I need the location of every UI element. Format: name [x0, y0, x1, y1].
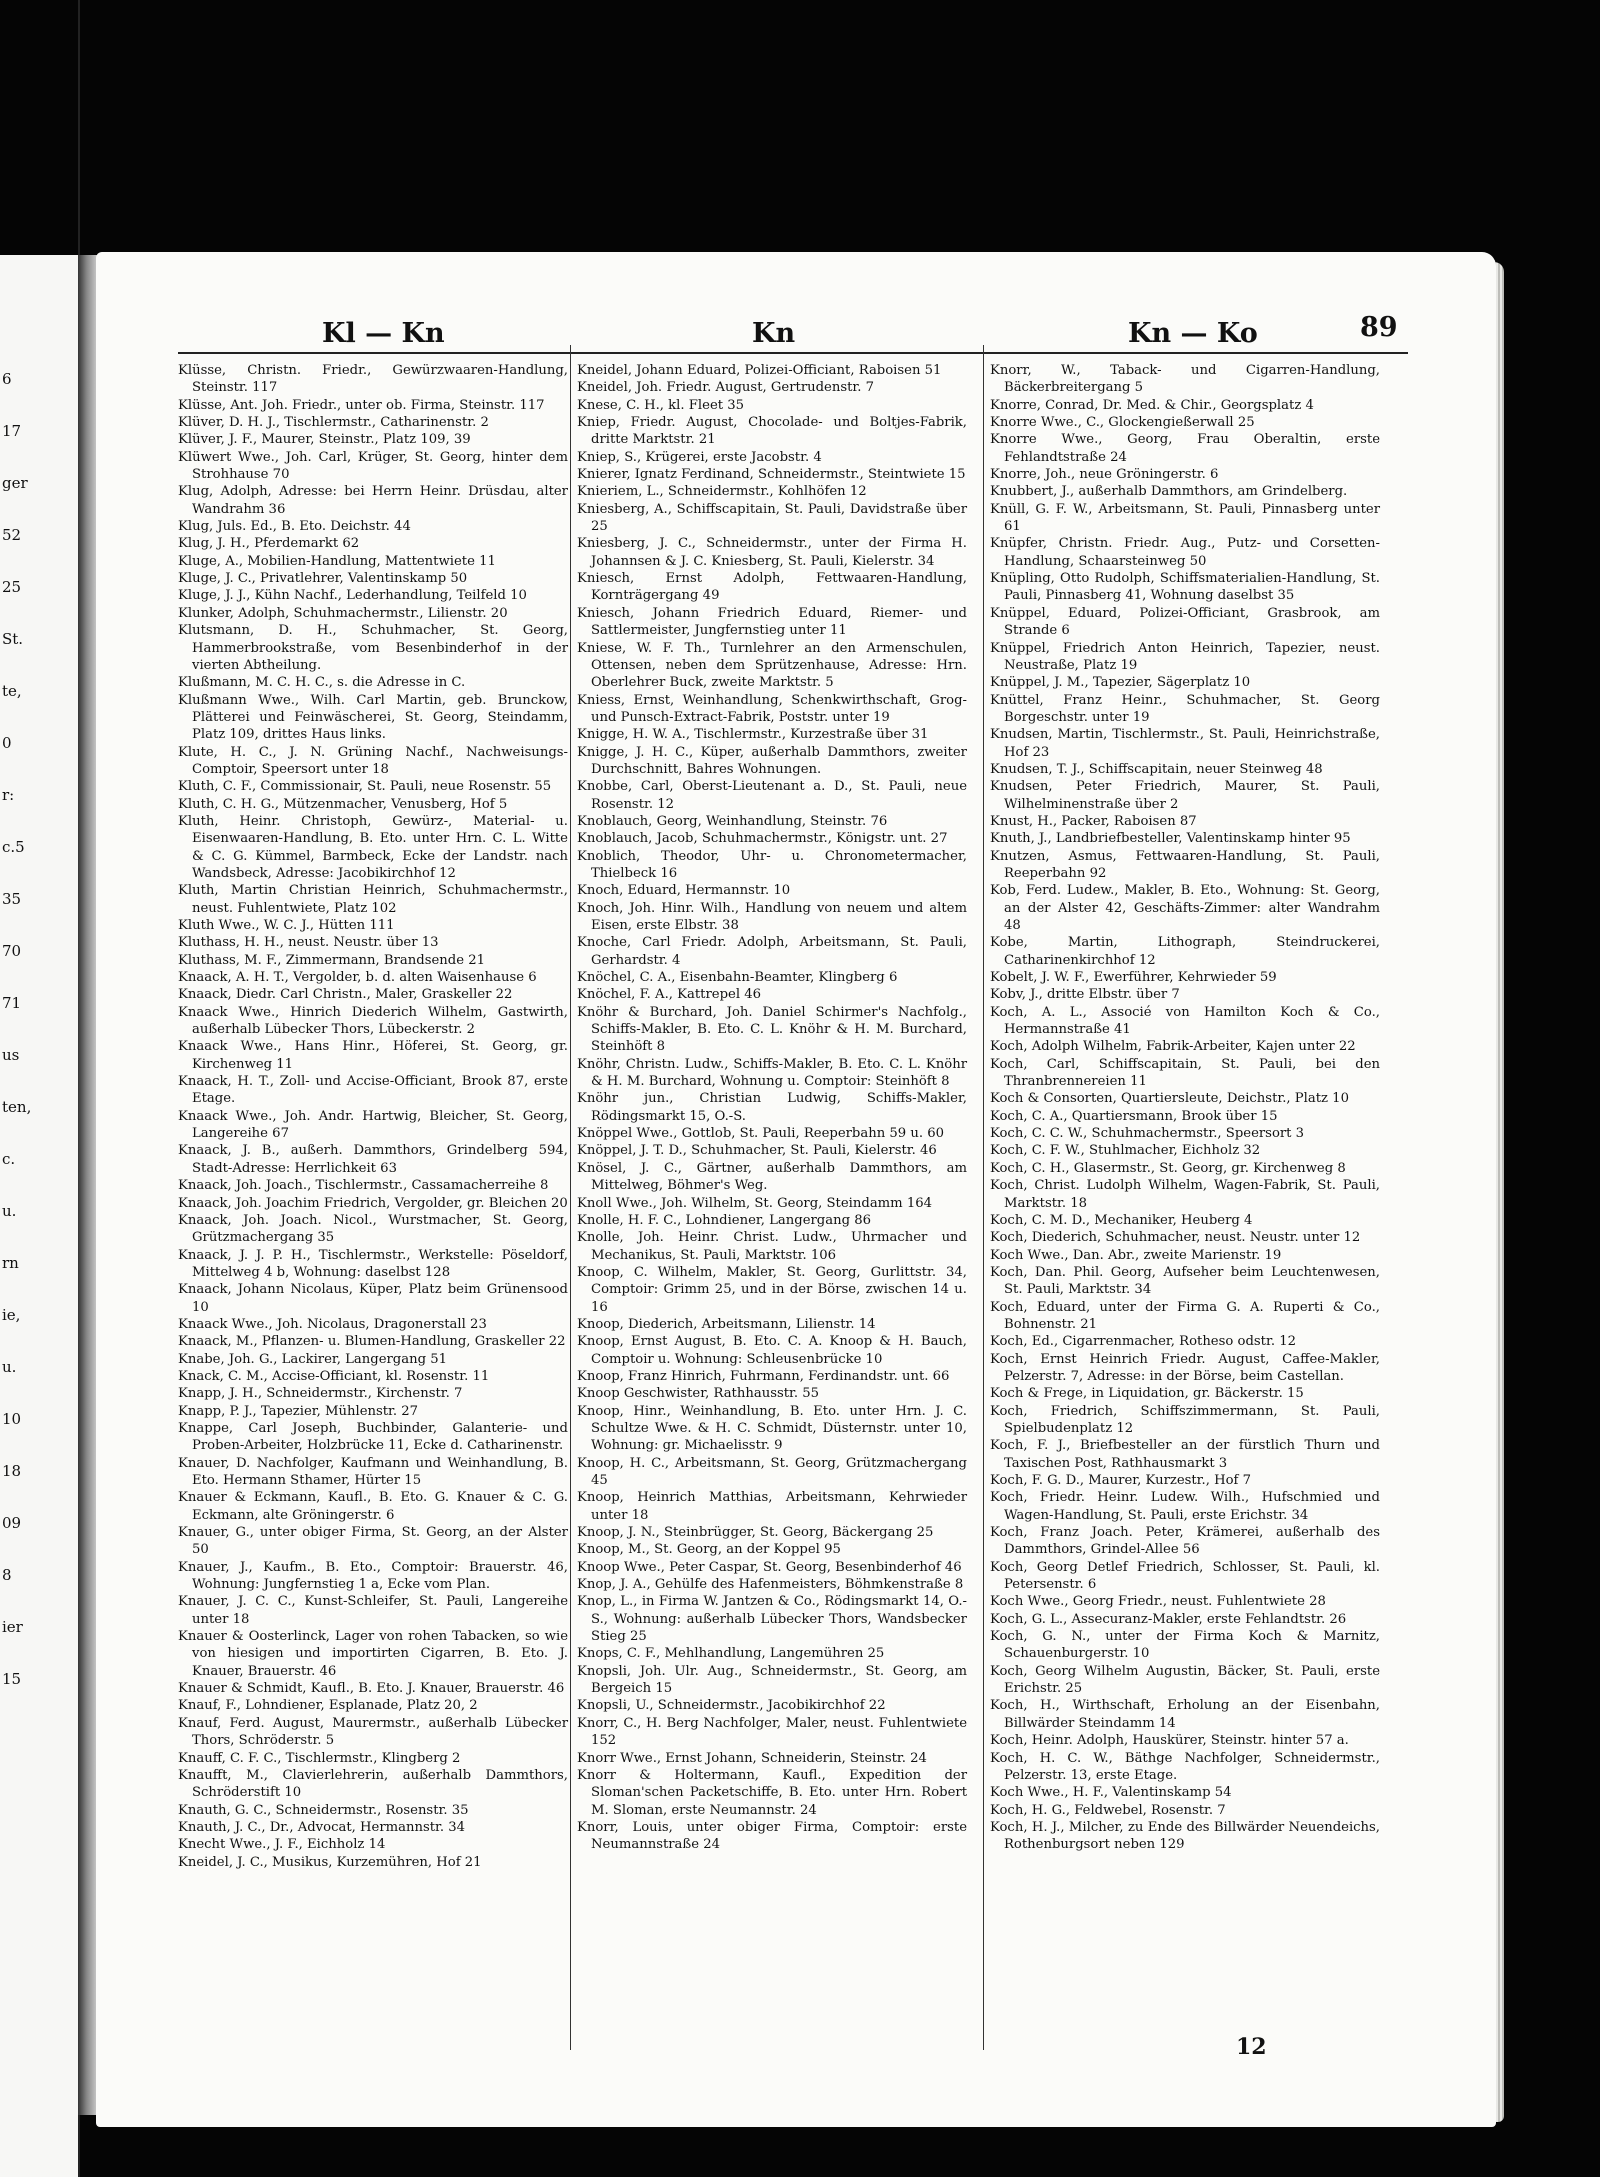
directory-entry: Knüll, G. F. W., Arbeitsmann, St. Pauli, Pinnasberg unter 61: [990, 501, 1380, 535]
directory-entry: Koch, Adolph Wilhelm, Fabrik-Arbeiter, Kajen unter 22: [990, 1039, 1356, 1055]
directory-entry: Knorr, Louis, unter obiger Firma, Comptoir: erste Neumannstraße 24: [577, 1819, 967, 1853]
facing-page-fragment-text: 09: [2, 1514, 22, 1532]
directory-entry: Koch, Eduard, unter der Firma G. A. Ruperti & Co., Bohnenstr. 21: [990, 1299, 1380, 1332]
directory-entry: Kobelt, J. W. F., Ewerführer, Kehrwieder 59: [990, 970, 1277, 986]
directory-entry: Knigge, J. H. C., Küper, außerhalb Dammthors, zweiter Durchschnitt, Bahres Wohnungen.: [577, 744, 967, 777]
directory-entry: Koch, Dan. Phil. Georg, Aufseher beim Leuchtenwesen, St. Pauli, Marktstr. 34: [990, 1264, 1380, 1298]
directory-entry: Kniep, Friedr. August, Chocolade- und Boltjes-Fabrik, dritte Marktstr. 21: [577, 415, 967, 448]
directory-entry: Knorr, W., Taback- und Cigarren-Handlung, Bäckerbreitergang 5: [990, 363, 1380, 396]
directory-entry: Knust, H., Packer, Raboisen 87: [990, 813, 1197, 829]
directory-entry: Knorre Wwe., Georg, Frau Oberaltin, erste Fehlandtstraße 24: [990, 432, 1380, 465]
facing-page-fragment-text: 8: [2, 1566, 12, 1584]
directory-entry: Knaack, J. B., außerh. Dammthors, Grindelberg 594, Stadt-Adresse: Herrlichkeit 63: [178, 1143, 568, 1176]
directory-entry: Knoch, Joh. Hinr. Wilh., Handlung von neuem und altem Eisen, erste Elbstr. 38: [577, 900, 967, 933]
directory-entry: Knaack Wwe., Hans Hinr., Höferei, St. Georg, gr. Kirchenweg 11: [178, 1039, 568, 1072]
column-1: [178, 362, 568, 1871]
directory-entry: Knolle, H. F. C., Lohndiener, Langergang 86: [577, 1212, 872, 1228]
directory-entry: Knudsen, Peter Friedrich, Maurer, St. Pauli, Wilhelminenstraße über 2: [990, 779, 1380, 812]
directory-entry: Koch, H., Wirthschaft, Erholung an der Eisenbahn, Billwärder Steindamm 14: [990, 1698, 1380, 1731]
directory-entry: Knauf, F., Lohndiener, Esplanade, Platz 20, 2: [178, 1698, 478, 1714]
directory-entry: Knöchel, C. A., Eisenbahn-Beamter, Klingberg 6: [577, 970, 898, 986]
facing-page-fragment-text: rn: [2, 1254, 19, 1272]
directory-entry: Koch, Ernst Heinrich Friedr. August, Caffee-Makler, Pelzerstr. 7, Adresse: in der Börse, beim Castellan.: [990, 1351, 1380, 1384]
directory-entry: Koch, Christ. Ludolph Wilhelm, Wagen-Fabrik, St. Pauli, Marktstr. 18: [990, 1178, 1380, 1211]
directory-entry: Knaack, Joh. Joachim Friedrich, Vergolder, gr. Bleichen 20: [178, 1195, 568, 1211]
directory-entry: Knoop, H. C., Arbeitsmann, St. Georg, Grützmachergang 45: [577, 1455, 967, 1488]
directory-entry: Klute, H. C., J. N. Grüning Nachf., Nachweisungs-Comptoir, Speersort unter 18: [178, 744, 568, 777]
directory-entry: Knuth, J., Landbriefbesteller, Valentinskamp hinter 95: [990, 831, 1351, 847]
directory-entry: Koch, F. G. D., Maurer, Kurzestr., Hof 7: [990, 1473, 1252, 1488]
facing-page-fragment-text: 10: [2, 1410, 22, 1428]
directory-entry: Knaack, Johann Nicolaus, Küper, Platz beim Grünensood 10: [178, 1282, 568, 1315]
directory-entry: Knöppel Wwe., Gottlob, St. Pauli, Reeperbahn 59 u. 60: [577, 1126, 945, 1142]
directory-entry: Knierer, Ignatz Ferdinand, Schneidermstr., Steintwiete 15: [577, 467, 966, 483]
directory-entry: Knobbe, Carl, Oberst-Lieutenant a. D., St. Pauli, neue Rosenstr. 12: [577, 779, 967, 812]
directory-entry: Kluge, A., Mobilien-Handlung, Mattentwiete 11: [178, 553, 496, 569]
directory-entry: Kluth Wwe., W. C. J., Hütten 111: [178, 918, 395, 933]
directory-entry: Knaack, J. J. P. H., Tischlermstr., Werkstelle: Pöseldorf, Mittelweg 4 b, Wohnung: daselbst 128: [178, 1247, 568, 1280]
directory-entry: Koch, G. L., Assecuranz-Makler, erste Fehlandtstr. 26: [990, 1611, 1347, 1627]
directory-entry: Knöchel, F. A., Kattrepel 46: [577, 987, 762, 1003]
directory-entry: Knösel, J. C., Gärtner, außerhalb Dammthors, am Mittelweg, Böhmer's Weg.: [577, 1160, 967, 1194]
directory-entry: Knaack Wwe., Joh. Andr. Hartwig, Bleicher, St. Georg, Langereihe 67: [178, 1108, 568, 1142]
facing-page-fragment-text: ger: [2, 474, 28, 492]
directory-entry: Knapp, J. H., Schneidermstr., Kirchenstr. 7: [178, 1386, 463, 1402]
directory-entry: Klüver, J. F., Maurer, Steinstr., Platz 109, 39: [178, 432, 471, 448]
directory-entry: Knoblauch, Jacob, Schuhmachermstr., Königstr. unt. 27: [577, 831, 948, 847]
directory-entry: Koch, Diederich, Schuhmacher, neust. Neustr. unter 12: [990, 1230, 1361, 1246]
directory-entry: Knüttel, Franz Heinr., Schuhmacher, St. Georg Borgeschstr. unter 19: [990, 692, 1380, 725]
directory-entry: Koch, H. J., Milcher, zu Ende des Billwärder Neuendeichs, Rothenburgsort neben 129: [990, 1819, 1380, 1853]
directory-entry: Knieriem, L., Schneidermstr., Kohlhöfen 12: [577, 484, 867, 500]
directory-entry: Koch & Frege, in Liquidation, gr. Bäckerstr. 15: [990, 1386, 1304, 1402]
directory-entry: Kniesberg, A., Schiffscapitain, St. Pauli, Davidstraße über 25: [577, 501, 967, 535]
directory-entry: Koch Wwe., H. F., Valentinskamp 54: [990, 1785, 1232, 1801]
directory-entry: Knorr, C., H. Berg Nachfolger, Maler, neust. Fuhlentwiete 152: [577, 1715, 967, 1749]
directory-entry: Knauff, C. F. C., Tischlermstr., Klingberg 2: [178, 1750, 461, 1766]
facing-page-fragment-text: St.: [2, 630, 24, 648]
directory-entry: Knauer, G., unter obiger Firma, St. Georg, an der Alster 50: [178, 1525, 568, 1558]
facing-page-fragment-text: ie,: [2, 1306, 21, 1324]
directory-entry: Knack, C. M., Accise-Officiant, kl. Rosenstr. 11: [178, 1368, 490, 1384]
directory-entry: Koch, Ed., Cigarrenmacher, Rotheso odstr. 12: [990, 1334, 1296, 1350]
directory-entry: Knappe, Carl Joseph, Buchbinder, Galanterie- und Proben-Arbeiter, Holzbrücke 11, Ecke d. Catharinenstr.: [178, 1420, 568, 1454]
directory-entry: Koch & Consorten, Quartiersleute, Deichstr., Platz 10: [990, 1091, 1349, 1107]
facing-page-dark-area: [0, 0, 78, 255]
directory-entry: Kluthass, M. F., Zimmermann, Brandsende 21: [178, 952, 486, 968]
directory-entry: Koch, Friedrich, Schiffszimmermann, St. Pauli, Spielbudenplatz 12: [990, 1403, 1380, 1436]
facing-page-fragment-text: 71: [2, 994, 22, 1012]
facing-page-fragment-text: ten,: [2, 1098, 32, 1116]
directory-entry: Knese, C. H., kl. Fleet 35: [577, 397, 745, 413]
directory-entry: Knutzen, Asmus, Fettwaaren-Handlung, St. Pauli, Reeperbahn 92: [990, 848, 1380, 881]
directory-entry: Koch, C. F. W., Stuhlmacher, Eichholz 32: [990, 1143, 1261, 1159]
directory-entry: Knauer & Schmidt, Kaufl., B. Eto. J. Knauer, Brauerstr. 46: [178, 1681, 565, 1697]
directory-entry: Knoop, J. N., Steinbrügger, St. Georg, Bäckergang 25: [577, 1525, 934, 1541]
directory-entry: Knorre Wwe., C., Glockengießerwall 25: [990, 415, 1255, 431]
directory-entry: Knopsli, U., Schneidermstr., Jacobikirchhof 22: [577, 1698, 886, 1714]
directory-entry: Koch, Georg Wilhelm Augustin, Bäcker, St. Pauli, erste Erichstr. 25: [990, 1663, 1380, 1697]
directory-entry: Kluth, Heinr. Christoph, Gewürz-, Material- u. Eisenwaaren-Handlung, B. Eto. unter Hrn. C. L. Witte & C. G. Kümmel, Barmbeck, Ecke der Landstr. nach Wandsbeck, Adresse: Jacobikirchhof 12: [178, 813, 568, 881]
facing-page-fragment-text: 17: [2, 422, 22, 440]
directory-entry: Knüpfer, Christn. Friedr. Aug., Putz- und Corsetten-Handlung, Schaarsteinweg 50: [990, 536, 1380, 569]
directory-entry: Knaack, Joh. Joach. Nicol., Wurstmacher, St. Georg, Grützmachergang 35: [178, 1212, 568, 1246]
directory-entry: Kluth, C. F., Commissionair, St. Pauli, neue Rosenstr. 55: [178, 779, 552, 795]
directory-entry: Knauer & Eckmann, Kaufl., B. Eto. G. Knauer & C. G. Eckmann, alte Gröningerstr. 6: [178, 1490, 568, 1523]
directory-entry: Knöhr & Burchard, Joh. Daniel Schirmer's Nachfolg., Schiffs-Makler, B. Eto. C. L. Knöhr & H. M. Burchard, Steinhöft 8: [577, 1004, 967, 1055]
column-divider: [983, 345, 984, 2050]
directory-entry: Knolle, Joh. Heinr. Christ. Ludw., Uhrmacher und Mechanikus, St. Pauli, Marktstr. 106: [577, 1230, 967, 1263]
directory-entry: Koch, Franz Joach. Peter, Krämerei, außerhalb des Dammthors, Grindel-Allee 56: [990, 1525, 1380, 1558]
directory-entry: Kobe, Martin, Lithograph, Steindruckerei, Catharinenkirchhof 12: [990, 935, 1380, 968]
directory-entry: Knoop Wwe., Peter Caspar, St. Georg, Besenbinderhof 46: [577, 1559, 962, 1575]
directory-entry: Knauth, J. C., Dr., Advocat, Hermannstr. 34: [178, 1819, 466, 1835]
directory-entry: Kluthass, H. H., neust. Neustr. über 13: [178, 935, 439, 951]
directory-entry: Kob, Ferd. Ludew., Makler, B. Eto., Wohnung: St. Georg, an der Alster 42, Geschäfts-Zimmer: alter Wandrahm 48: [990, 883, 1380, 933]
directory-entry: Klug, Juls. Ed., B. Eto. Deichstr. 44: [178, 519, 411, 535]
directory-entry: Koch Wwe., Dan. Abr., zweite Marienstr. 19: [990, 1247, 1282, 1263]
header-center: Kn: [752, 318, 796, 349]
facing-page-fragment-text: c.5: [2, 838, 25, 856]
directory-entry: Knüpling, Otto Rudolph, Schiffsmaterialien-Handlung, St. Pauli, Pinnasberg 41, Wohnung daselbst 35: [990, 571, 1380, 604]
directory-entry: Knorre, Joh., neue Gröningerstr. 6: [990, 467, 1219, 483]
directory-entry: Knoll Wwe., Joh. Wilhelm, St. Georg, Steindamm 164: [577, 1195, 933, 1211]
directory-entry: Kneidel, Johann Eduard, Polizei-Officiant, Raboisen 51: [577, 363, 942, 378]
directory-entry: Klunker, Adolph, Schuhmachermstr., Lilienstr. 20: [178, 605, 508, 621]
directory-entry: Knöppel, J. T. D., Schuhmacher, St. Pauli, Kielerstr. 46: [577, 1143, 937, 1159]
directory-entry: Knüppel, Eduard, Polizei-Officiant, Grasbrook, am Strande 6: [990, 605, 1380, 639]
directory-entry: Koch, C. C. W., Schuhmachermstr., Speersort 3: [990, 1126, 1305, 1142]
facing-page-fragment-text: ier: [2, 1618, 23, 1636]
directory-entry: Kniep, S., Krügerei, erste Jacobstr. 4: [577, 449, 822, 465]
directory-entry: Knaack, M., Pflanzen- u. Blumen-Handlung, Graskeller 22: [178, 1334, 566, 1350]
directory-entry: Knopsli, Joh. Ulr. Aug., Schneidermstr., St. Georg, am Bergeich 15: [577, 1663, 967, 1697]
directory-entry: Kniese, W. F. Th., Turnlehrer an den Armenschulen, Ottensen, neben dem Sprützenhause, Adresse: Hrn. Oberlehrer Buck, zweite Marktstr. 5: [577, 640, 967, 691]
directory-entry: Koch, F. J., Briefbesteller an der fürstlich Thurn und Taxischen Post, Rathhausmarkt 3: [990, 1438, 1380, 1471]
facing-page-fragment-text: 70: [2, 942, 22, 960]
directory-entry: Knoop, Hinr., Weinhandlung, B. Eto. unter Hrn. J. C. Schultze Wwe. & H. C. Schmidt, Düsternstr. unter 10, Wohnung: gr. Michaelisstr. 9: [577, 1403, 967, 1454]
directory-entry: Koch, H. G., Feldwebel, Rosenstr. 7: [990, 1802, 1226, 1818]
facing-page-fragment-text: 25: [2, 578, 22, 596]
directory-entry: Kniess, Ernst, Weinhandlung, Schenkwirthschaft, Grog- und Punsch-Extract-Fabrik, Poststr. unter 19: [577, 692, 967, 725]
directory-entry: Kniesch, Johann Friedrich Eduard, Riemer- und Sattlermeister, Jungfernstieg unter 11: [577, 605, 967, 639]
column-3: [990, 362, 1380, 1854]
directory-entry: Klug, Adolph, Adresse: bei Herrn Heinr. Drüsdau, alter Wandrahm 36: [178, 484, 568, 517]
directory-entry: Knorr Wwe., Ernst Johann, Schneiderin, Steinstr. 24: [577, 1750, 927, 1766]
directory-entry: Kneidel, Joh. Friedr. August, Gertrudenstr. 7: [577, 380, 875, 396]
directory-entry: Knabe, Joh. G., Lackirer, Langergang 51: [178, 1351, 448, 1367]
directory-entry: Kluth, C. H. G., Mützenmacher, Venusberg, Hof 5: [178, 796, 508, 812]
directory-entry: Kobv, J., dritte Elbstr. über 7: [990, 987, 1180, 1003]
facing-page-fragment-text: c.: [2, 1150, 16, 1168]
directory-entry: Knöhr, Christn. Ludw., Schiffs-Makler, B. Eto. C. L. Knöhr & H. M. Burchard, Wohnung u. Comptoir: Steinhöft 8: [577, 1056, 967, 1090]
directory-entry: Knecht Wwe., J. F., Eichholz 14: [178, 1837, 386, 1853]
directory-entry: Knaack Wwe., Joh. Nicolaus, Dragonerstall 23: [178, 1316, 487, 1332]
directory-entry: Kniesch, Ernst Adolph, Fettwaaren-Handlung, Kornträgergang 49: [577, 571, 967, 604]
header-rule: [178, 352, 1408, 354]
directory-entry: Koch, Carl, Schiffscapitain, St. Pauli, bei den Thranbrennereien 11: [990, 1056, 1380, 1090]
column-2: [577, 362, 967, 1854]
directory-entry: Kluge, J. J., Kühn Nachf., Lederhandlung, Teilfeld 10: [178, 588, 527, 604]
facing-page-fragment-text: 15: [2, 1670, 22, 1688]
directory-entry: Knaack, A. H. T., Vergolder, b. d. alten Waisenhause 6: [178, 970, 537, 986]
directory-entry: Knauer, J., Kaufm., B. Eto., Comptoir: Brauerstr. 46, Wohnung: Jungfernstieg 1 a, Ecke vom Plan.: [178, 1559, 568, 1593]
header-left: Kl — Kn: [322, 318, 445, 349]
directory-entry: Kniesberg, J. C., Schneidermstr., unter der Firma H. Johannsen & J. C. Kniesberg, St. Pauli, Kielerstr. 34: [577, 536, 967, 569]
directory-entry: Knaack Wwe., Hinrich Diederich Wilhelm, Gastwirth, außerhalb Lübecker Thors, Lübeckerstr. 2: [178, 1004, 568, 1038]
directory-entry: Knoop, Franz Hinrich, Fuhrmann, Ferdinandstr. unt. 66: [577, 1368, 950, 1384]
directory-entry: Klutsmann, D. H., Schuhmacher, St. Georg, Hammerbrookstraße, vom Besenbinderhof in der vierten Abtheilung.: [178, 623, 568, 673]
directory-entry: Knudsen, T. J., Schiffscapitain, neuer Steinweg 48: [990, 761, 1323, 777]
facing-page-fragment-text: te,: [2, 682, 22, 700]
directory-entry: Knauer, J. C. C., Kunst-Schleifer, St. Pauli, Langereihe unter 18: [178, 1594, 568, 1627]
facing-page-fragment-text: us: [2, 1046, 20, 1064]
directory-entry: Koch, A. L., Associé von Hamilton Koch & Co., Hermannstraße 41: [990, 1004, 1380, 1038]
directory-entry: Koch, Heinr. Adolph, Hauskürer, Steinstr. hinter 57 a.: [990, 1733, 1349, 1749]
printer-signature: 12: [1236, 2034, 1267, 2060]
facing-page-fragment-text: 6: [2, 370, 12, 388]
facing-page-fragment-text: u.: [2, 1202, 17, 1220]
directory-entry: Knoop Geschwister, Rathhausstr. 55: [577, 1386, 820, 1402]
directory-entry: Koch, C. M. D., Mechaniker, Heuberg 4: [990, 1212, 1253, 1228]
directory-entry: Knoop, C. Wilhelm, Makler, St. Georg, Gurlittstr. 34, Comptoir: Grimm 25, und in der Börse, zwischen 14 u. 16: [577, 1264, 967, 1315]
directory-entry: Knauth, G. C., Schneidermstr., Rosenstr. 35: [178, 1802, 469, 1818]
directory-entry: Knoblauch, Georg, Weinhandlung, Steinstr. 76: [577, 813, 888, 829]
directory-entry: Koch Wwe., Georg Friedr., neust. Fuhlentwiete 28: [990, 1594, 1326, 1610]
facing-page-fragment-text: r:: [2, 786, 15, 804]
directory-entry: Knudsen, Martin, Tischlermstr., St. Pauli, Heinrichstraße, Hof 23: [990, 727, 1380, 760]
directory-entry: Knauer & Oosterlinck, Lager von rohen Tabacken, so wie von hiesigen und importirten Cigarren, B. Eto. J. Knauer, Brauerstr. 46: [178, 1629, 568, 1679]
directory-entry: Knorre, Conrad, Dr. Med. & Chir., Georgsplatz 4: [990, 397, 1314, 413]
directory-entry: Kluth, Martin Christian Heinrich, Schuhmachermstr., neust. Fuhlentwiete, Platz 102: [178, 883, 568, 916]
directory-entry: Koch, H. C. W., Bäthge Nachfolger, Schneidermstr., Pelzerstr. 13, erste Etage.: [990, 1750, 1380, 1783]
directory-entry: Knauer, D. Nachfolger, Kaufmann und Weinhandlung, B. Eto. Hermann Sthamer, Hürter 15: [178, 1455, 568, 1488]
directory-entry: Knaufft, M., Clavierlehrerin, außerhalb Dammthors, Schröderstift 10: [178, 1767, 568, 1801]
directory-entry: Knubbert, J., außerhalb Dammthors, am Grindelberg.: [990, 484, 1348, 500]
directory-entry: Knoop, Ernst August, B. Eto. C. A. Knoop & H. Bauch, Comptoir u. Wohnung: Schleusenbrücke 10: [577, 1334, 967, 1367]
directory-entry: Knoch, Eduard, Hermannstr. 10: [577, 883, 791, 899]
directory-entry: Kneidel, J. C., Musikus, Kurzemühren, Hof 21: [178, 1854, 482, 1870]
directory-entry: Klüsse, Ant. Joh. Friedr., unter ob. Firma, Steinstr. 117: [178, 397, 545, 413]
directory-entry: Knop, J. A., Gehülfe des Hafenmeisters, Böhmkenstraße 8: [577, 1577, 964, 1593]
directory-entry: Knöhr jun., Christian Ludwig, Schiffs-Makler, Rödingsmarkt 15, O.-S.: [577, 1091, 967, 1124]
directory-entry: Knapp, P. J., Tapezier, Mühlenstr. 27: [178, 1403, 419, 1419]
column-divider: [570, 345, 571, 2050]
directory-entry: Knoop, M., St. Georg, an der Koppel 95: [577, 1542, 841, 1558]
directory-entry: Koch, G. N., unter der Firma Koch & Marnitz, Schauenburgerstr. 10: [990, 1629, 1380, 1662]
directory-entry: Koch, C. A., Quartiersmann, Brook über 15: [990, 1108, 1278, 1124]
facing-page-fragment: [0, 0, 80, 2177]
directory-entry: Knoblich, Theodor, Uhr- u. Chronometermacher, Thielbeck 16: [577, 848, 967, 881]
directory-entry: Knaack, Joh. Joach., Tischlermstr., Cassamacherreihe 8: [178, 1178, 549, 1194]
directory-entry: Klußmann, M. C. H. C., s. die Adresse in C.: [178, 675, 466, 691]
directory-entry: Knoop, Diederich, Arbeitsmann, Lilienstr. 14: [577, 1316, 876, 1332]
facing-page-fragment-text: 35: [2, 890, 22, 908]
directory-entry: Koch, Friedr. Heinr. Ludew. Wilh., Hufschmied und Wagen-Handlung, St. Pauli, erste Erichstr. 34: [990, 1490, 1380, 1523]
directory-entry: Klüwert Wwe., Joh. Carl, Krüger, St. Georg, hinter dem Strohhause 70: [178, 449, 568, 483]
directory-entry: Knüppel, Friedrich Anton Heinrich, Tapezier, neust. Neustraße, Platz 19: [990, 640, 1380, 673]
directory-entry: Knigge, H. W. A., Tischlermstr., Kurzestraße über 31: [577, 727, 929, 743]
directory-entry: Knaack, H. T., Zoll- und Accise-Officiant, Brook 87, erste Etage.: [178, 1074, 568, 1107]
directory-entry: Klüver, D. H. J., Tischlermstr., Catharinenstr. 2: [178, 415, 489, 431]
facing-page-fragment-text: 18: [2, 1462, 22, 1480]
directory-entry: Knops, C. F., Mehlhandlung, Langemühren 25: [577, 1646, 885, 1662]
directory-entry: Koch, C. H., Glasermstr., St. Georg, gr. Kirchenweg 8: [990, 1160, 1346, 1176]
directory-entry: Knop, L., in Firma W. Jantzen & Co., Rödingsmarkt 14, O.-S., Wohnung: außerhalb Lübecker Thors, Wandsbecker Stieg 25: [577, 1594, 967, 1645]
directory-entry: Kluge, J. C., Privatlehrer, Valentinskamp 50: [178, 571, 468, 587]
directory-entry: Klüsse, Christn. Friedr., Gewürzwaaren-Handlung, Steinstr. 117: [178, 363, 568, 396]
directory-entry: Klußmann Wwe., Wilh. Carl Martin, geb. Brunckow, Plätterei und Feinwäscherei, St. Georg, Steindamm, Platz 109, drittes Haus links.: [178, 692, 568, 743]
directory-entry: Knaack, Diedr. Carl Christn., Maler, Graskeller 22: [178, 987, 513, 1003]
facing-page-fragment-text: 0: [2, 734, 12, 752]
facing-page-fragment-text: 52: [2, 526, 22, 544]
directory-entry: Klug, J. H., Pferdemarkt 62: [178, 536, 360, 552]
page-number: 89: [1360, 312, 1398, 343]
facing-page-fragment-text: u.: [2, 1358, 17, 1376]
header-right: Kn — Ko: [1128, 318, 1258, 349]
directory-entry: Koch, Georg Detlef Friedrich, Schlosser, St. Pauli, kl. Petersenstr. 6: [990, 1559, 1380, 1593]
directory-entry: Knauf, Ferd. August, Maurermstr., außerhalb Lübecker Thors, Schröderstr. 5: [178, 1715, 568, 1749]
directory-entry: Knorr & Holtermann, Kaufl., Expedition der Sloman'schen Packetschiffe, B. Eto. unter Hrn. Robert M. Sloman, erste Neumannstr. 24: [577, 1767, 967, 1818]
directory-entry: Knoche, Carl Friedr. Adolph, Arbeitsmann, St. Pauli, Gerhardstr. 4: [577, 935, 967, 968]
directory-entry: Knoop, Heinrich Matthias, Arbeitsmann, Kehrwieder unter 18: [577, 1490, 967, 1523]
directory-entry: Knüppel, J. M., Tapezier, Sägerplatz 10: [990, 675, 1251, 691]
